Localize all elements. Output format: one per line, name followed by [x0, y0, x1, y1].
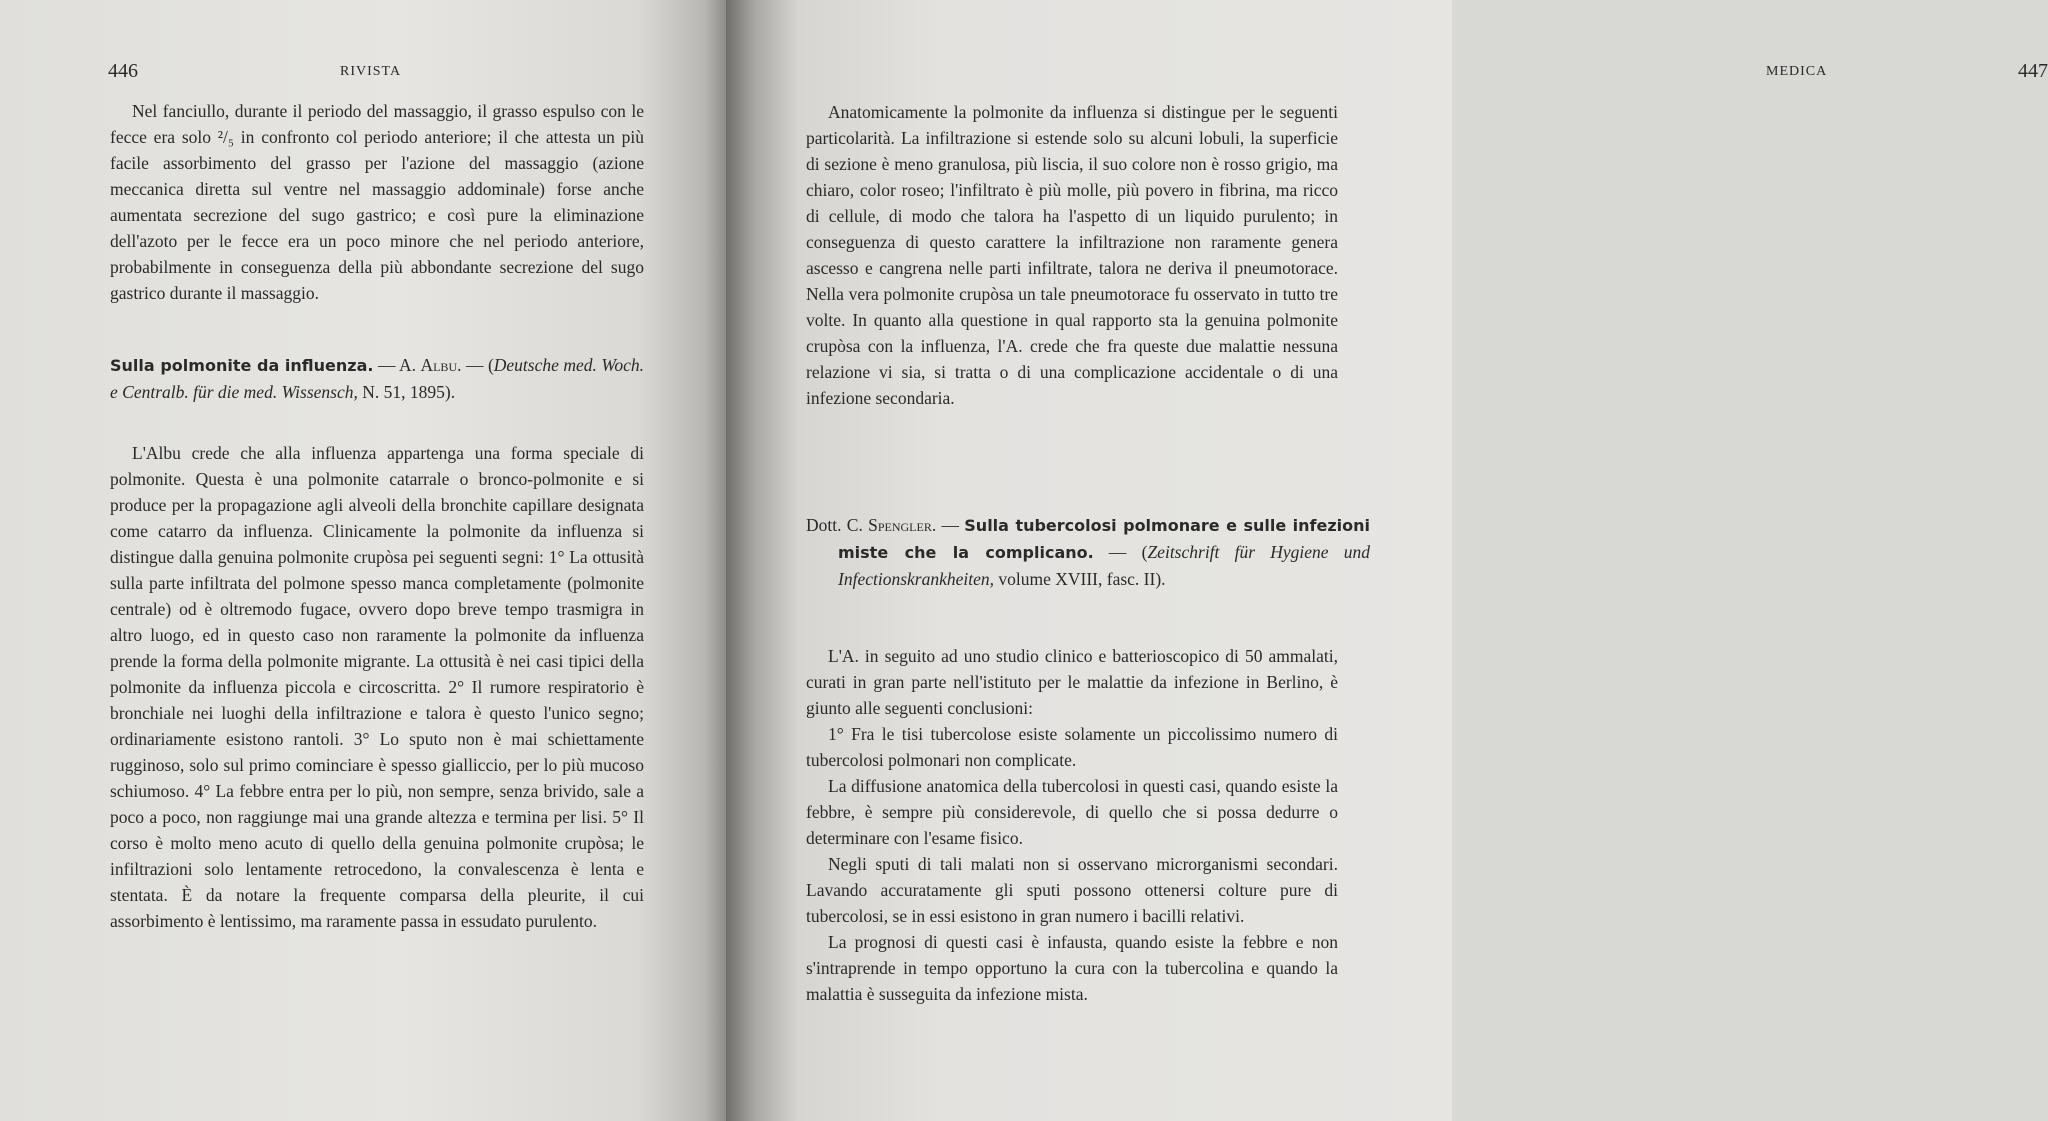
conclusion-2: La diffusione anatomica della tubercolosi in questi casi, quando esiste la febbre, è sempre più considerevole, di quello che si possa dedurre o determinare con l'esame fisico.	[806, 776, 1338, 848]
article-source-end-albu: N. 51, 1895).	[357, 382, 456, 402]
article-author-spengler: Spengler	[868, 515, 932, 535]
running-head-right: MEDICA	[1766, 64, 1828, 79]
paragraph-anatomicamente: Anatomicamente la polmonite da influenza si distingue per le seguenti particolarità. La infiltrazione si estende solo su alcuni lobuli, la superficie di sezione è meno granulosa, più liscia, il suo colore non è rosso grigio, ma chiaro, color roseo; l'infiltrato è più molle, più povero in fibrina, ma ricco di cellule, di modo che talora ha l'aspetto di un liquido purulento; in conseguenza di questo carattere la infiltrazione non raramente genera ascesso e cangrena nelle parti infiltrate, talora ne deriva il pneumotorace. Nella vera polmonite crupòsa un tale pneumotorace fu osservato in tutto tre volte. In quanto alla questione in qual rapporto sta la genuina polmonite crupòsa con la influenza, l'A. crede che fra queste due malattie nessuna relazione vi sia, si tratta o di una complicazione accidentale o di una infezione secondaria.	[806, 102, 1338, 408]
article-body-albu	[110, 440, 644, 934]
running-head-left: RIVISTA	[340, 64, 402, 79]
conclusion-4: La prognosi di questi casi è infausta, quando esiste la febbre e non s'intraprende in tempo opportuno la cura con la tubercolina e quando la malattia è susseguita da infezione mista.	[806, 932, 1338, 1004]
intro-paragraph	[110, 98, 644, 306]
heading-dash-4: — (	[1093, 542, 1148, 562]
paragraph-spengler-intro: L'A. in seguito ad uno studio clinico e batterioscopico di 50 ammalati, curati in gran parte nell'istituto per le malattie da infezione in Berlino, è giunto alle seguenti conclusioni:	[806, 646, 1338, 718]
paragraph-albu: L'Albu crede che alla influenza appartenga una forma speciale di polmonite. Questa è una polmonite catarrale o bronco-polmonite e si produce per la propagazione agli alveoli della bronchite capillare designata come catarro da influenza. Clinicamente la polmonite da influenza si distingue dalla genuina polmonite crupòsa pei seguenti segni: 1° La ottusità sulla parte infiltrata del polmone spesso manca completamente (polmonite centrale) od è oltremodo fugace, ovvero dopo breve tempo trasmigra in altro luogo, ed in questo caso non raramente la polmonite da influenza prende la forma della polmonite migrante. La ottusità è nei casi tipici della polmonite da influenza piccola e circoscritta. 2° Il rumore respiratorio è bronchiale nei luoghi della infiltrazione e talora è questo l'unico segno; ordinariamente esistono rantoli. 3° Lo sputo non è mai schiettamente rugginoso, solo sul primo cominciare è spesso gialliccio, per lo più mucoso schiumoso. 4° La febbre entra per lo più, non sempre, senza brivido, sale a poco a poco, non raggiunge mai una grande altezza e termina per lisi. 5° Il corso è molto meno acuto di quello della genuina polmonite crupòsa; le infiltrazioni solo lentamente retrocedono, la convalescenza è lenta e stentata. È da notare la frequente comparsa della pleurite, il cui assorbimento è lentissimo, ma raramente passa in essudato purulento.	[110, 443, 644, 931]
heading-dash-3: . —	[931, 515, 965, 535]
article-title-tubercolosi: Sulla tubercolosi polmonare e sulle infezioni miste che la complicano.	[838, 516, 1370, 562]
article-heading-spengler	[806, 512, 1370, 592]
article-heading-albu	[110, 352, 644, 405]
conclusion-1: 1° Fra le tisi tubercolose esiste solamente un piccolissimo numero di tubercolosi polmonari non complicate.	[806, 724, 1338, 770]
heading-dash-2: . — (	[457, 355, 494, 375]
article-source-albu: Deutsche med. Woch. e Centralb. für die med. Wissensch,	[110, 355, 644, 402]
page-number-right: 447	[2018, 60, 2048, 82]
paragraph-massaggio: Nel fanciullo, durante il periodo del massaggio, il grasso espulso con le fecce era solo ²/₅ in confronto col periodo anteriore; il che attesta un più facile assorbimento del grasso per l'azione del massaggio (azione meccanica diretta sul ventre nel massaggio addominale) forse anche aumentata secrezione del sugo gastrico; e così pure la eliminazione dell'azoto per le fecce era un poco minore che nel periodo anteriore, probabilmente in conseguenza della più abbondante secrezione del sugo gastrico durante il massaggio.	[110, 101, 644, 303]
article-source-spengler: Zeitschrift für Hygiene und Infectionskrankheiten,	[838, 542, 1370, 589]
article-source-end-spengler: volume XVIII, fasc. II).	[994, 569, 1166, 589]
article-author-albu: Albu	[420, 355, 458, 375]
left-page	[0, 0, 726, 1121]
heading-dash-1: — A.	[373, 355, 421, 375]
article-title-polmonite: Sulla polmonite da influenza.	[110, 356, 374, 375]
continuation-paragraph	[806, 99, 1338, 411]
article-body-spengler	[806, 643, 1338, 1007]
article-prefix-spengler: Dott. C.	[806, 515, 869, 535]
page-number-left: 446	[108, 60, 138, 82]
conclusion-3: Negli sputi di tali malati non si osservano microrganismi secondari. Lavando accuratamente gli sputi possono ottenersi colture pure di tubercolosi, se in essi esistono in gran numero i bacilli relativi.	[806, 854, 1338, 926]
